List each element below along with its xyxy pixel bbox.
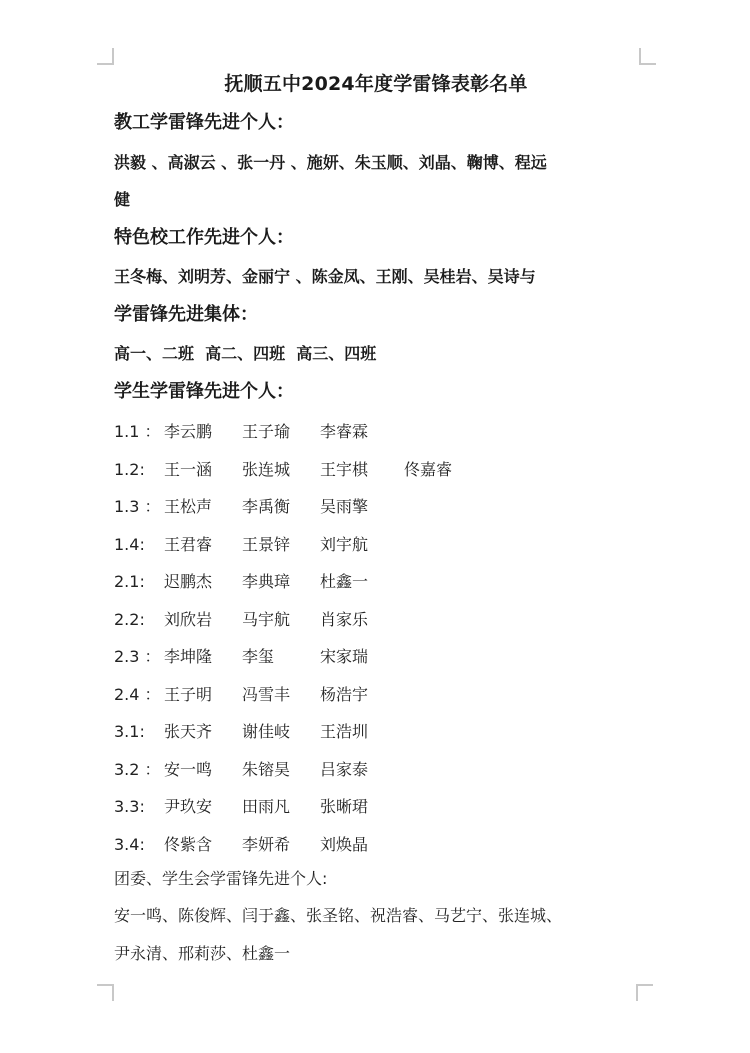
class-label: 1.4: — [114, 534, 145, 554]
collective-classes: 高一、二班 高二、四班 高三、四班 — [114, 344, 377, 363]
student-name: 迟鹏杰 — [164, 572, 213, 591]
student-name: 吕家泰 — [320, 759, 369, 779]
student-name: 肖家乐 — [320, 609, 369, 629]
document-title: 抚顺五中2024年度学雷锋表彰名单 — [224, 73, 528, 95]
student-name: 朱镕昊 — [242, 759, 291, 779]
student-name: 李睿霖 — [320, 422, 369, 441]
student-name: 马宇航 — [242, 609, 291, 629]
class-label: 3.3: — [114, 797, 145, 816]
teacher-names-line-1: 洪毅 、高淑云 、张一丹 、施妍、朱玉顺、刘晶、鞠博、程远 — [114, 153, 547, 172]
class-label: 2.1: — [114, 572, 145, 591]
page-corner-mark-top-right — [639, 48, 656, 65]
student-name: 刘欣岩 — [164, 609, 213, 629]
student-name: 安一鸣 — [164, 759, 213, 779]
student-name: 王一涵 — [164, 459, 213, 479]
student-name: 宋家瑞 — [320, 647, 369, 666]
section-heading-league: 团委、学生会学雷锋先进个人: — [114, 869, 328, 888]
student-name: 李典璋 — [242, 572, 291, 591]
class-label: 2.3 ： — [114, 647, 161, 666]
student-name: 张连城 — [242, 459, 291, 479]
student-name: 李坤隆 — [164, 647, 213, 666]
section-heading-teacher: 教工学雷锋先进个人： — [114, 112, 294, 133]
student-name: 王宇棋 — [320, 459, 369, 479]
student-name: 张天齐 — [164, 722, 213, 741]
student-name: 王景锌 — [242, 534, 291, 554]
class-label: 1.2: — [114, 459, 145, 479]
teacher-names-line-2: 健 — [114, 190, 131, 209]
page-corner-mark-bottom-left — [97, 984, 114, 1001]
student-name: 刘焕晶 — [320, 834, 369, 854]
student-name: 田雨凡 — [242, 797, 291, 816]
section-heading-collective: 学雷锋先进集体： — [114, 304, 258, 325]
class-label: 2.4 ： — [114, 684, 161, 704]
special-school-names: 王冬梅、刘明芳、金丽宁 、陈金凤、王刚、吴桂岩、吴诗与 — [114, 267, 536, 286]
class-label: 1.3 ： — [114, 497, 161, 516]
section-heading-students: 学生学雷锋先进个人： — [114, 381, 294, 402]
student-name: 王松声 — [164, 497, 213, 516]
class-label: 3.2 ： — [114, 759, 161, 779]
student-name: 谢佳岐 — [242, 722, 291, 741]
student-name: 佟紫含 — [164, 834, 213, 854]
student-name: 张晰珺 — [320, 797, 369, 816]
student-name: 王子瑜 — [242, 422, 291, 441]
student-name: 李玺 — [242, 647, 275, 666]
student-name: 吴雨擎 — [320, 497, 369, 516]
class-label: 3.1: — [114, 722, 145, 741]
student-name: 李云鹏 — [164, 422, 213, 441]
student-name: 佟嘉睿 — [404, 459, 453, 479]
class-label: 1.1 ： — [114, 422, 161, 441]
student-name: 王浩圳 — [320, 722, 369, 741]
student-name: 李妍希 — [242, 834, 291, 854]
student-name: 王子明 — [164, 684, 213, 704]
page-corner-mark-top-left — [97, 48, 114, 65]
league-names-line-1: 安一鸣、陈俊辉、闫于鑫、张圣铭、祝浩睿、马艺宁、张连城、 — [114, 906, 563, 925]
student-name: 王君睿 — [164, 534, 213, 554]
class-label: 2.2: — [114, 609, 145, 629]
section-heading-special-school: 特色校工作先进个人： — [114, 227, 294, 248]
class-label: 3.4: — [114, 834, 145, 854]
league-names-line-2: 尹永清、邢莉莎、杜鑫一 — [114, 944, 291, 963]
student-name: 尹玖安 — [164, 797, 213, 816]
student-name: 杜鑫一 — [320, 572, 369, 591]
student-name: 冯雪丰 — [242, 684, 291, 704]
student-name: 杨浩宇 — [320, 684, 369, 704]
page-corner-mark-bottom-right — [636, 984, 653, 1001]
student-name: 刘宇航 — [320, 534, 369, 554]
student-name: 李禹衡 — [242, 497, 291, 516]
